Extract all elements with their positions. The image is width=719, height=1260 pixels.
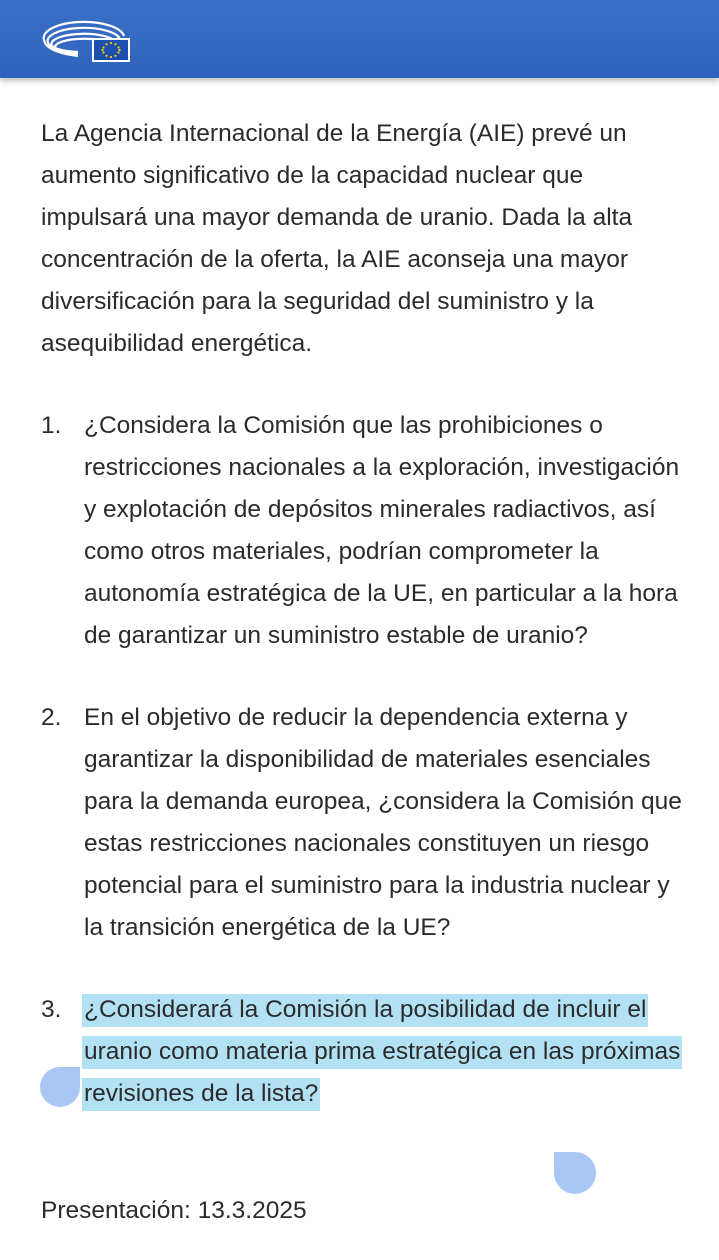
question-content	[41, 113, 691, 1155]
question-text: En el objetivo de reducir la dependencia externa y garantizar la disponibilidad de materiales esenciales para la demanda europea, ¿considera la Comisión que estas restricciones nacionales constituyen un riesgo potencial para el suministro para la industria nuclear y la transición energética de la UE?	[84, 704, 682, 941]
selected-text[interactable]: ¿Considerará la Comisión la posibilidad de incluir el uranio como materia prima estratégica en las próximas revisiones de la lista?	[82, 994, 682, 1111]
question-text: ¿Considera la Comisión que las prohibiciones o restricciones nacionales a la exploración, investigación y explotación de depósitos minerales radiactivos, así como otros materiales, podrían comprometer la autonomía estratégica de la UE, en particular a la hora de garantizar un suministro estable de uranio?	[84, 412, 680, 649]
questions-list	[41, 405, 691, 1115]
app-header	[0, 0, 719, 78]
european-parliament-logo-icon[interactable]	[38, 12, 134, 64]
selection-end-handle[interactable]	[554, 1152, 596, 1194]
question-number: 1.	[41, 412, 62, 439]
selection-start-handle[interactable]	[40, 1067, 80, 1107]
intro-paragraph: La Agencia Internacional de la Energía (AIE) prevé un aumento significativo de la capacidad nuclear que impulsará una mayor demanda de uranio. Dada la alta concentración de la oferta, la AIE aconseja una mayor diversificación para la seguridad del suministro y la asequibilidad energética.	[41, 120, 633, 357]
question-number: 3.	[41, 996, 62, 1023]
question-item-3	[41, 989, 691, 1115]
question-number: 2.	[41, 704, 62, 731]
question-item-2	[41, 697, 691, 949]
question-item-1	[41, 405, 691, 657]
submission-date: Presentación: 13.3.2025	[41, 1197, 307, 1224]
